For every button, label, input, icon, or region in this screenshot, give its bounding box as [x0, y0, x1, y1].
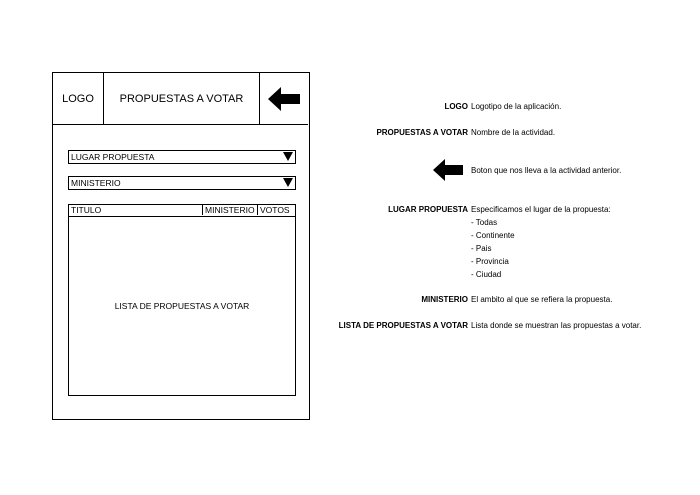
desc-propuestas-term: PROPUESTAS A VOTAR — [376, 128, 468, 137]
lugar-option: - Todas — [471, 218, 498, 227]
arrow-left-icon — [432, 158, 464, 182]
arrow-left-icon — [267, 86, 301, 112]
propuestas-list[interactable] — [69, 217, 295, 395]
list-placeholder: LISTA DE PROPUESTAS A VOTAR — [114, 301, 250, 311]
back-button[interactable] — [260, 73, 308, 124]
table-header — [69, 205, 295, 217]
logo: LOGO — [53, 73, 104, 124]
lugar-propuesta-label: LUGAR PROPUESTA — [71, 152, 155, 162]
dropdown-arrow-icon — [283, 178, 293, 187]
propuestas-table — [68, 204, 296, 396]
column-titulo[interactable]: TITULO — [71, 205, 102, 215]
column-votos[interactable]: VOTOS — [257, 205, 294, 215]
desc-logo-text: Logotipo de la aplicación. — [471, 102, 562, 111]
page-title: PROPUESTAS A VOTAR — [104, 73, 260, 124]
phone-mockup — [52, 72, 310, 420]
lugar-option: - Ciudad — [471, 270, 502, 279]
desc-lista-term: LISTA DE PROPUESTAS A VOTAR — [338, 321, 468, 330]
lugar-option: - Continente — [471, 231, 515, 240]
column-ministerio[interactable]: MINISTERIO — [202, 205, 257, 215]
desc-lista-text: Lista donde se muestran las propuestas a votar. — [471, 321, 642, 330]
header-bar — [53, 73, 308, 125]
ministerio-label: MINISTERIO — [71, 178, 121, 188]
desc-back-text: Boton que nos lleva a la actividad anterior. — [471, 166, 622, 175]
lugar-propuesta-dropdown[interactable] — [68, 150, 296, 164]
ministerio-dropdown[interactable] — [68, 176, 296, 190]
desc-lugar-text: Especificamos el lugar de la propuesta: — [471, 205, 611, 214]
desc-lugar-term: LUGAR PROPUESTA — [388, 205, 468, 214]
desc-ministerio-term: MINISTERIO — [421, 295, 468, 304]
lugar-option: - Provincia — [471, 257, 509, 266]
dropdown-arrow-icon — [283, 152, 293, 161]
desc-logo-term: LOGO — [444, 102, 468, 111]
desc-ministerio-text: El ambito al que se refiera la propuesta. — [471, 295, 613, 304]
desc-propuestas-text: Nombre de la actividad. — [471, 128, 556, 137]
lugar-option: - Pais — [471, 244, 492, 253]
